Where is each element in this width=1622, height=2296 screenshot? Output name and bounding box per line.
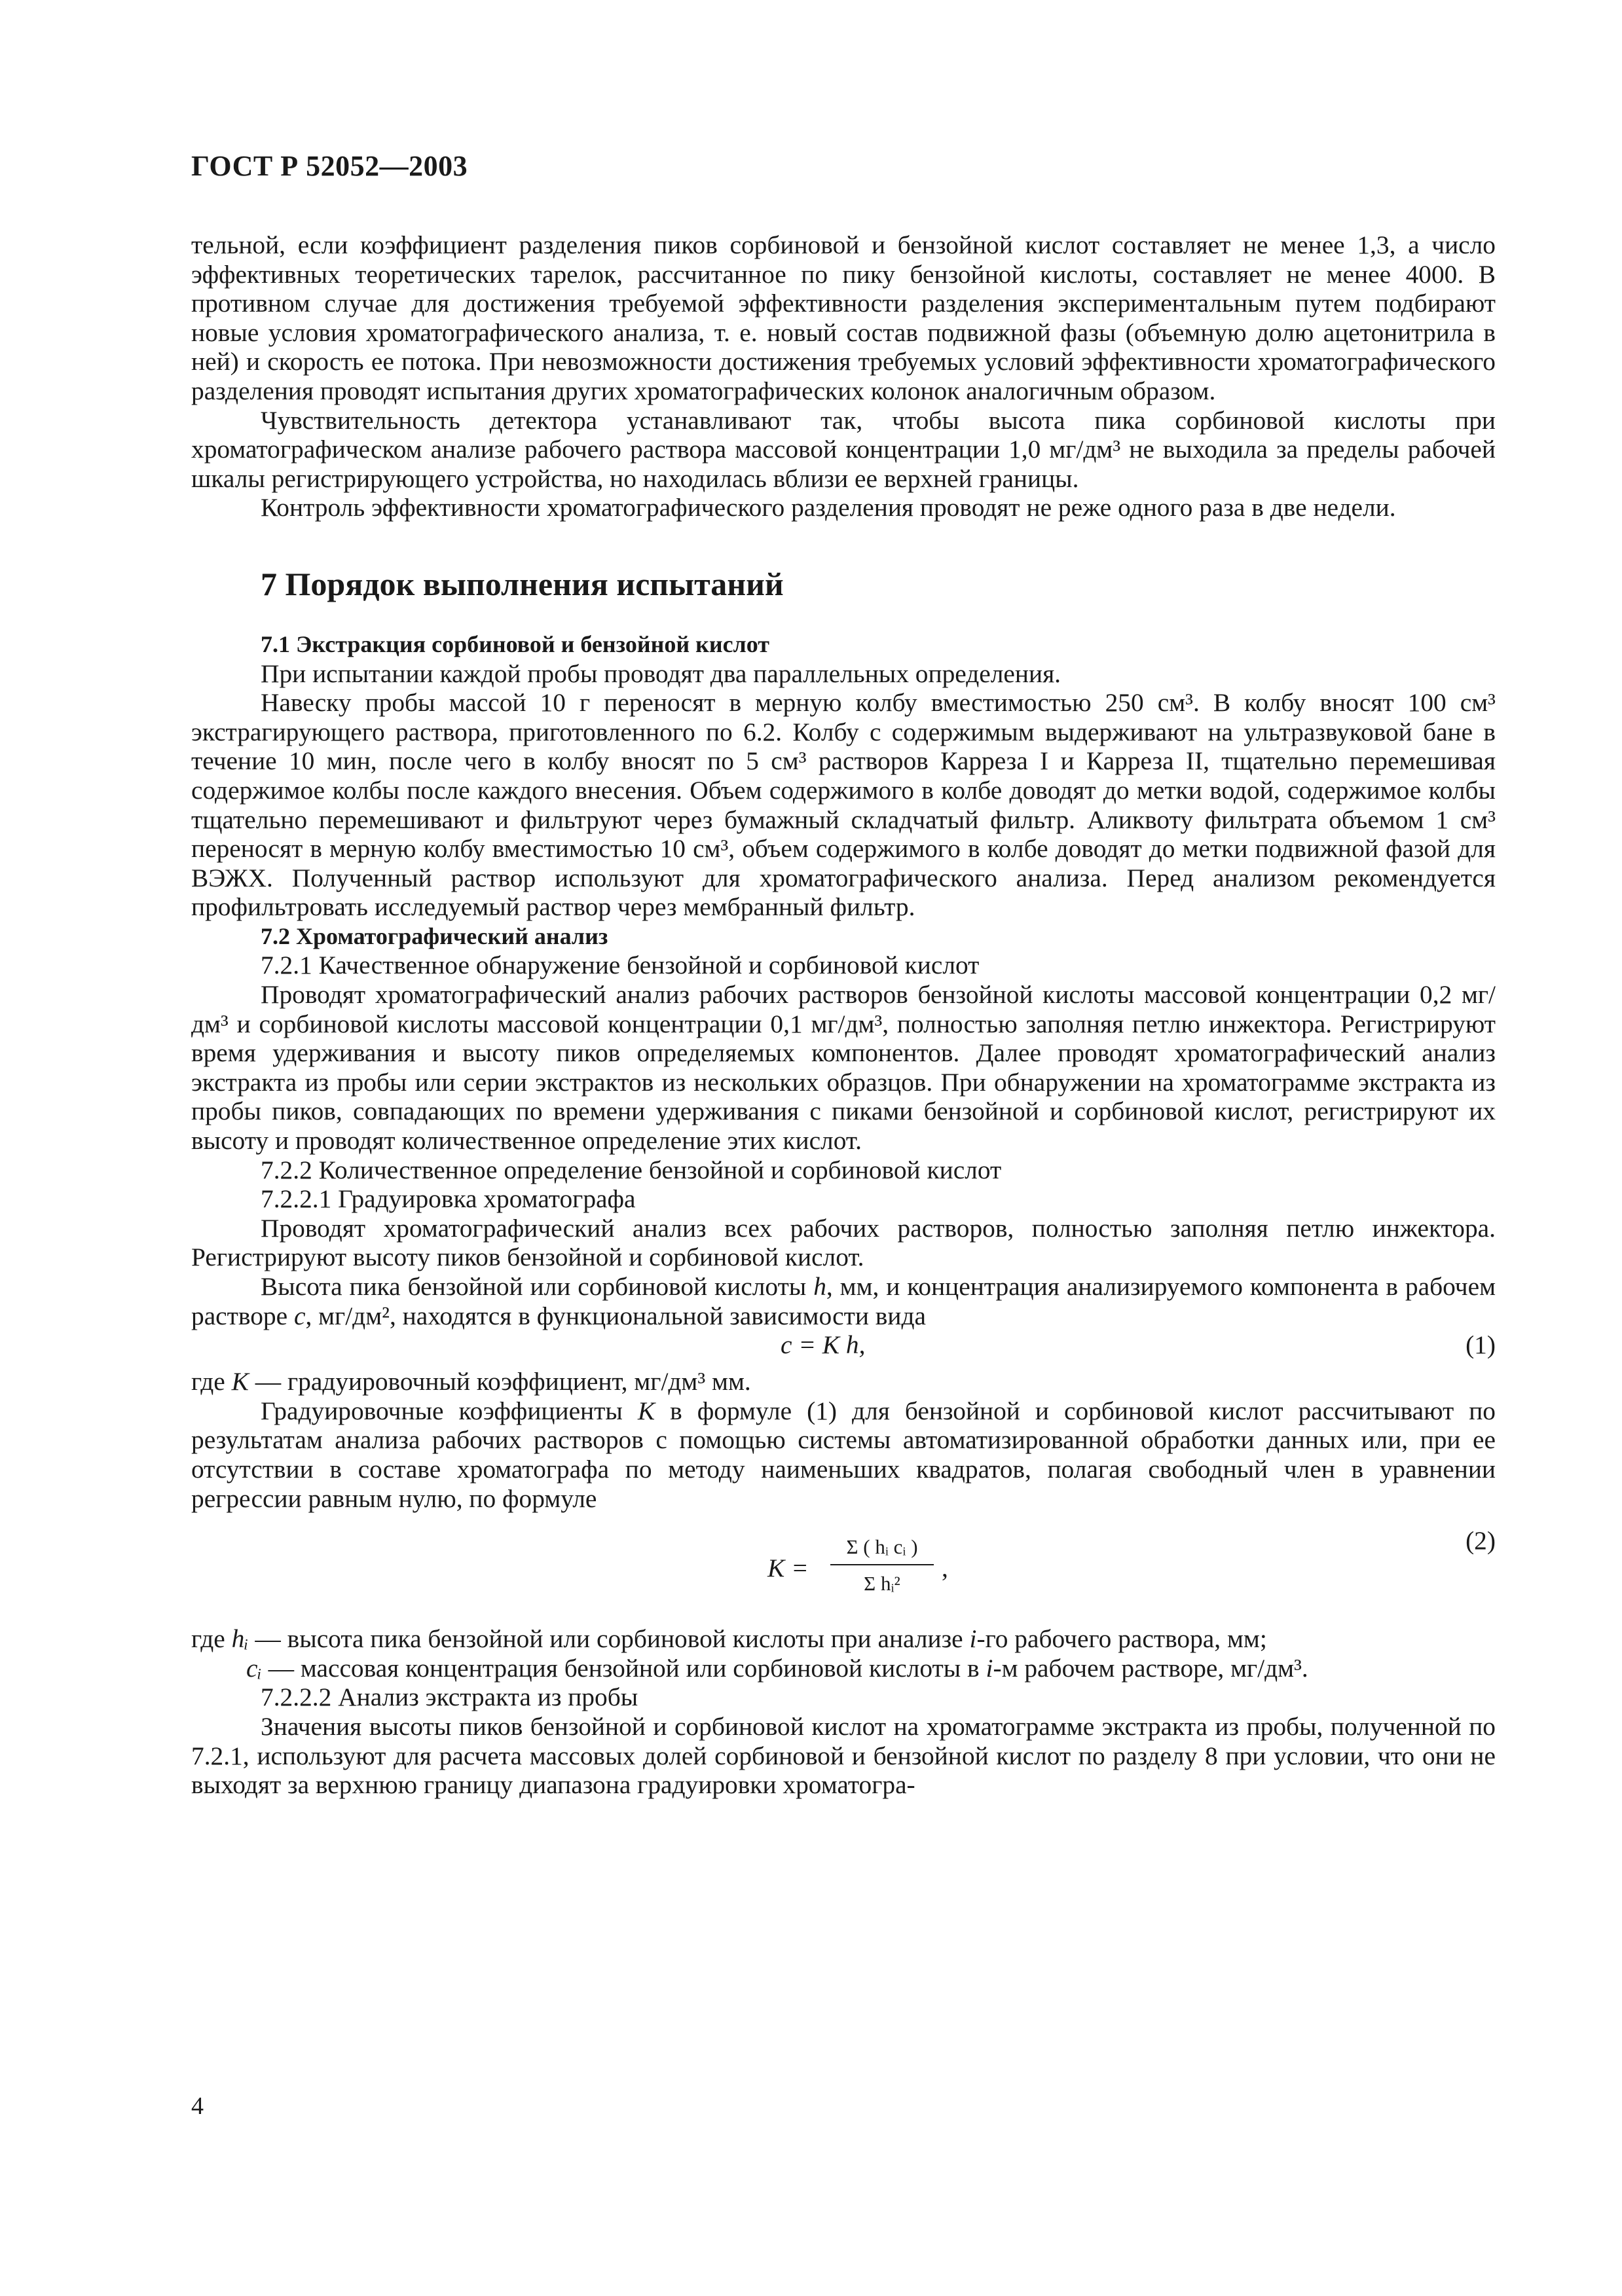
formula-number: (1) bbox=[1465, 1330, 1496, 1360]
fraction-bar bbox=[830, 1564, 934, 1565]
paragraph: Контроль эффективности хроматографического разделения проводят не реже одного раза в две недели. bbox=[261, 493, 1396, 522]
variable-i: i bbox=[986, 1653, 993, 1683]
variable-ci: cᵢ bbox=[246, 1653, 262, 1683]
variable-K: K bbox=[637, 1396, 655, 1425]
formula-lhs: K = bbox=[767, 1554, 809, 1583]
text-run: -м рабочем растворе, мг/дм³. bbox=[993, 1653, 1308, 1683]
paragraph: тельной, если коэффициент разделения пиков сорбиновой и бензойной кислот составляет не менее 1,3, а число эффективных теоретических тарелок, рассчитанное по пику бензойной кислоты, составляет не менее 4000. В противном случае для достижения требуемой эффективности разделения экспериментальным путем подбирают новые условия хроматографического анализа, т. е. новый состав подвижной фазы (объемную долю ацетонитрила в ней) и скорость ее потока. При невозможности достижения требуемых условий эффективности хроматографического разделения проводят испытания других хроматографических колонок аналогичным образом. bbox=[191, 230, 1496, 405]
clause-title: 7.2.2.1 Градуировка хроматографа bbox=[261, 1184, 636, 1214]
page-number: 4 bbox=[191, 2092, 204, 2120]
text-run: — высота пика бензойной или сорбиновой кислоты при анализе bbox=[255, 1624, 963, 1654]
formula-number: (2) bbox=[1465, 1526, 1496, 1556]
text-run: где bbox=[191, 1367, 225, 1396]
formula-1 bbox=[191, 1330, 1496, 1367]
text-run: — массовая концентрация бензойной или сорбиновой кислоты в bbox=[268, 1653, 980, 1683]
clause-title: 7.2.2.2 Анализ экстракта из пробы bbox=[261, 1683, 638, 1712]
clause-title: 7.2.1 Качественное обнаружение бензойной и сорбиновой кислот bbox=[261, 951, 980, 980]
text-run: , мг/дм², находятся в функциональной зависимости вида bbox=[305, 1301, 926, 1330]
paragraph bbox=[191, 1624, 1496, 1654]
text-run: , мм, и концентрация анализируемого компонента в рабочем растворе bbox=[191, 1272, 1496, 1330]
text-run: Высота пика бензойной или сорбиновой кислоты bbox=[261, 1272, 807, 1301]
clause-title: 7.2.2 Количественное определение бензойной и сорбиновой кислот bbox=[261, 1155, 1002, 1184]
subsection-title: 7.1 Экстракция сорбиновой и бензойной кислот bbox=[261, 630, 769, 657]
formula-numerator: Σ ( hᵢ cᵢ ) bbox=[846, 1535, 918, 1559]
paragraph bbox=[191, 1272, 1496, 1330]
variable-i: i bbox=[969, 1624, 977, 1654]
document-body bbox=[191, 230, 1496, 1800]
text-run: в формуле (1) для бензойной и сорбиновой кислот рассчитывают по результатам анализа рабочих растворов с помощью системы автоматизированной обработки данных или, при ее отсутствии в составе хроматографа по методу наименьших квадратов, полагая свободный член в уравнении регрессии равным нулю, по формуле bbox=[191, 1396, 1496, 1513]
formula-denominator: Σ hᵢ² bbox=[864, 1572, 900, 1595]
formula-expression: c = K h, bbox=[781, 1330, 866, 1360]
text-run: Градуировочные коэффициенты bbox=[261, 1396, 623, 1425]
paragraph: Чувствительность детектора устанавливают так, чтобы высота пика сорбиновой кислоты при хроматографическом анализе рабочего раствора массовой концентрации 1,0 мг/дм³ не выходила за пределы рабочей шкалы регистрирующего устройства, но находилась вблизи ее верхней границы. bbox=[191, 405, 1496, 493]
paragraph bbox=[191, 1654, 1496, 1683]
variable-h: h bbox=[813, 1272, 826, 1301]
paragraph bbox=[191, 1396, 1496, 1513]
subsection-title: 7.2 Хроматографический анализ bbox=[261, 922, 608, 949]
paragraph: Проводят хроматографический анализ рабочих растворов бензойной кислоты массовой концентрации 0,2 мг/дм³ и сорбиновой кислоты массовой концентрации 0,1 мг/дм³, полностью заполняя петлю инжектора. Регистрируют время удерживания и высоту пиков определяемых компонентов. Далее проводят хроматографический анализ экстракта из пробы или серии экстрактов из нескольких образцов. При обнаружении на хроматограмме экстракта из пробы пиков, совпадающих по времени удерживания с пиками бензойной и сорбиновой кислот, регистрируют их высоту и проводят количественное определение этих кислот. bbox=[191, 980, 1496, 1156]
paragraph bbox=[191, 1367, 1496, 1396]
paragraph: Проводят хроматографический анализ всех рабочих растворов, полностью заполняя петлю инжектора. Регистрируют высоту пиков бензойной и сорбиновой кислот. bbox=[191, 1213, 1496, 1272]
paragraph: При испытании каждой пробы проводят два параллельных определения. bbox=[261, 659, 1061, 688]
formula-2 bbox=[191, 1526, 1496, 1624]
paragraph: Навеску пробы массой 10 г переносят в мерную колбу вместимостью 250 см³. В колбу вносят 100 см³ экстрагирующего раствора, приготовленного по 6.2. Колбу с содержимым выдерживают на ультразвуковой бане в течение 10 мин, после чего в колбу вносят по 5 см³ растворов Карреза I и Карреза II, тщательно перемешивая содержимое колбы после каждого внесения. Объем содержимого в колбе доводят до метки водой, содержимое колбы тщательно перемешивают и фильтруют через бумажный складчатый фильтр. Аликвоту фильтрата объемом 1 см³ переносят в мерную колбу вместимостью 10 см³, объем содержимого в колбе доводят до метки подвижной фазой для ВЭЖХ. Полученный раствор используют для хроматографического анализа. Перед анализом рекомендуется профильтровать исследуемый раствор через мембранный фильтр. bbox=[191, 688, 1496, 922]
formula-tail: , bbox=[942, 1554, 948, 1583]
variable-hi: hᵢ bbox=[231, 1624, 249, 1654]
paragraph: Значения высоты пиков бензойной и сорбиновой кислот на хроматограмме экстракта из пробы, полученной по 7.2.1, используют для расчета массовых долей сорбиновой и бензойной кислот по разделу 8 при условии, что они не выходят за верхнюю границу диапазона градуировки хроматогра- bbox=[191, 1711, 1496, 1800]
text-run: где bbox=[191, 1624, 225, 1654]
section-title: 7 Порядок выполнения испытаний bbox=[261, 565, 784, 602]
document-header: ГОСТ Р 52052—2003 bbox=[191, 150, 468, 182]
text-run: -го рабочего раствора, мм; bbox=[976, 1624, 1267, 1654]
variable-c: c bbox=[293, 1301, 306, 1330]
variable-K: K bbox=[231, 1367, 249, 1396]
text-run: — градуировочный коэффициент, мг/дм³ мм. bbox=[255, 1367, 751, 1396]
